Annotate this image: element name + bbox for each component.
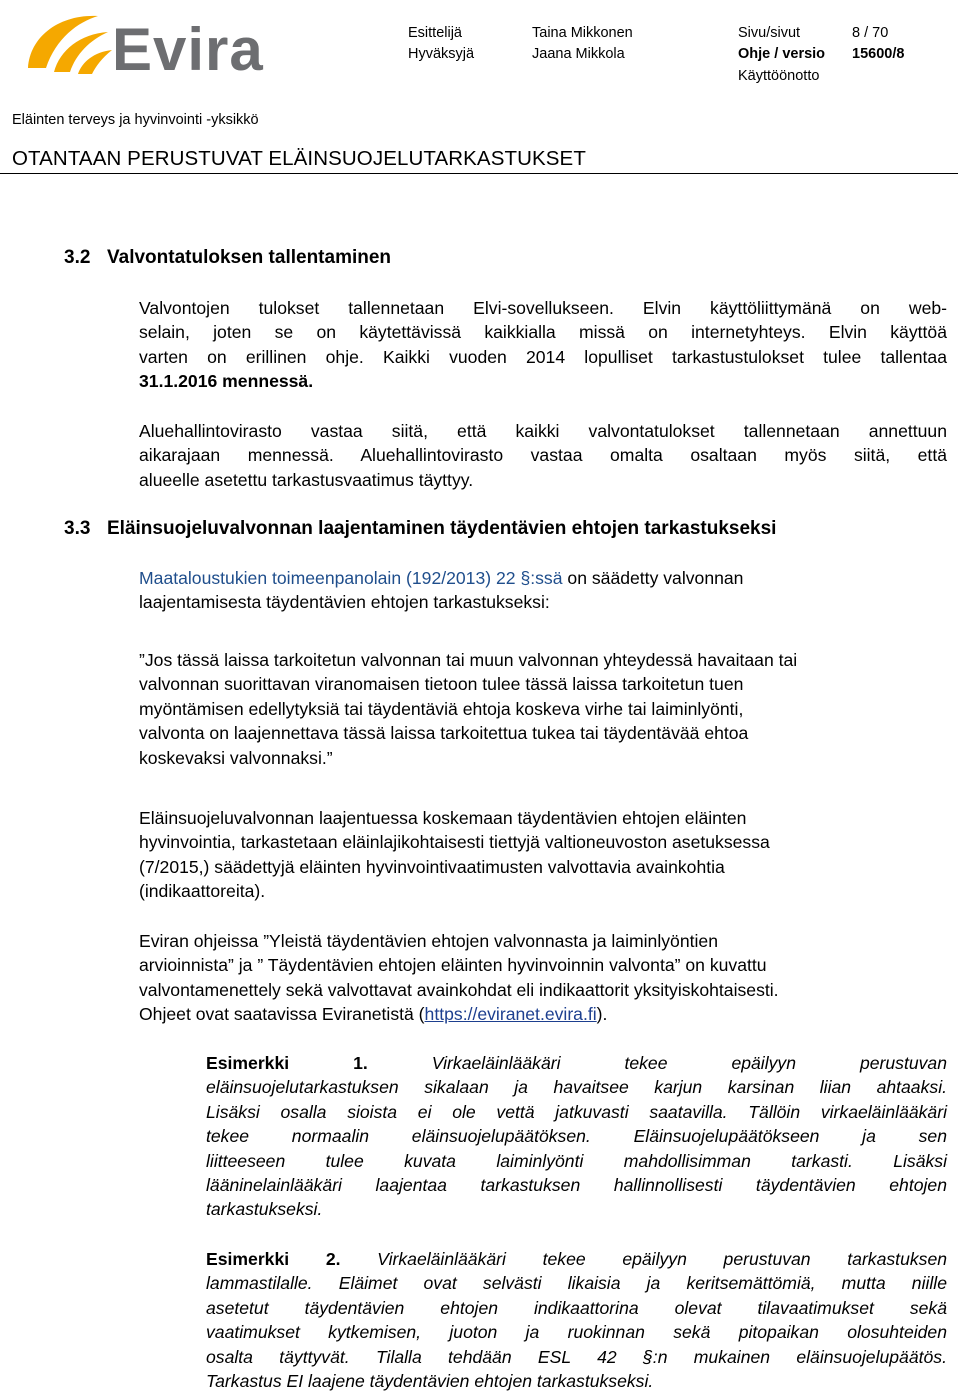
text-line: Ohjeet ovat saatavissa Eviranetistä ( bbox=[139, 1004, 425, 1025]
text-line: osalta täyttyvät. Tilalla tehdään ESL 42 §:n mukainen eläinsuojelupäätös. bbox=[206, 1346, 947, 1367]
section-3-3-paragraph-3 bbox=[139, 806, 947, 904]
approver-label: Hyväksyjä bbox=[408, 46, 475, 62]
text-line: Aluehallintovirasto vastaa siitä, että kaikki valvontatulokset tallennetaan annettuun bbox=[139, 421, 947, 441]
section-3-3-title: Eläinsuojeluvalvonnan laajentaminen täydentävien ehtojen tarkastukseksi bbox=[107, 518, 777, 539]
text-line: selain, joten se on käytettävissä kaikkialla missä on internetyhteys. Elvin käyttöä bbox=[139, 322, 947, 343]
example-1 bbox=[206, 1051, 947, 1222]
sun-icon bbox=[20, 6, 120, 84]
law-reference-paragraph bbox=[139, 566, 947, 615]
example-2-label: Esimerkki 2. bbox=[206, 1249, 341, 1269]
text-line: (indikaattoreita). bbox=[139, 881, 266, 902]
text-line: vaatimukset kytkemisen, juoton ja ruokinnan sekä pitopaikan olosuhteiden bbox=[206, 1322, 947, 1343]
presenter-label: Esittelijä bbox=[408, 25, 462, 41]
text-line: (7/2015,) säädettyjä eläinten hyvinvointivaatimusten valvottavia avainkohtia bbox=[139, 856, 725, 877]
law-quote bbox=[139, 648, 947, 770]
text-line: Virkaeläinlääkäri tekee epäilyyn perustuvan tarkastuksen bbox=[340, 1249, 948, 1269]
deadline-text: 31.1.2016 mennessä. bbox=[139, 371, 314, 392]
text-line: Lisäksi osalla sioista ei ole vettä jatkuvasti saatavilla. Tällöin virkaeläinlääkäri bbox=[206, 1101, 947, 1122]
header-divider bbox=[0, 173, 958, 174]
text-line: Tarkastus EI laajene täydentävien ehtojen tarkastukseksi. bbox=[206, 1371, 654, 1392]
version-value: 15600/8 bbox=[852, 46, 905, 62]
text-line: valvonnan suorittavan viranomaisen tietoon tulee tässä laissa tarkoitetun tuen bbox=[139, 674, 744, 695]
text-line: Virkaeläinlääkäri tekee epäilyyn perustuvan bbox=[367, 1053, 948, 1073]
example-1-label: Esimerkki 1. bbox=[206, 1053, 368, 1073]
section-3-2-paragraph-2 bbox=[139, 419, 947, 492]
text-line: arvioinnista” ja ” Täydentävien ehtojen eläinten hyvinvoinnin valvonta” on kuvattu bbox=[139, 955, 767, 976]
text-line: myöntämisen edellytyksiä tai täydentäviä ehtoja koskeva virhe tai laiminlyönti, bbox=[139, 698, 744, 719]
law-reference-rest: on säädetty valvonnan bbox=[562, 568, 744, 588]
section-3-2-title: Valvontatuloksen tallentaminen bbox=[107, 247, 392, 268]
logo-wordmark: Evira bbox=[112, 16, 264, 83]
text-line: eläinsuojelutarkastuksen sikalaan ja havaitsee karjun karsinan liian ahtaaksi. bbox=[206, 1077, 947, 1098]
section-3-2-number: 3.2 bbox=[64, 247, 91, 268]
text-line: valvontamenettely sekä valvottavat avainkohdat eli indikaattorit yksityiskohtaisesti. bbox=[139, 979, 779, 1000]
text-line: tekee normaalin eläinsuojelupäätöksen. Eläinsuojelupäätökseen ja sen bbox=[206, 1126, 947, 1147]
status-value: Käyttöönotto bbox=[738, 68, 820, 84]
text-line: alueelle asetettu tarkastusvaatimus täyttyy. bbox=[139, 469, 474, 490]
text-line: asetetut täydentävien ehtojen indikaattorina olevat tilavaatimukset sekä bbox=[206, 1297, 947, 1318]
text-line: aikarajaan mennessä. Aluehallintovirasto vastaa omalta osaltaan myös siitä, että bbox=[139, 445, 947, 466]
text-line: hyvinvointia, tarkastetaan eläinlajikohtaisesti tiettyjä valtioneuvoston asetuksessa bbox=[139, 832, 770, 853]
text-line: ”Jos tässä laissa tarkoitetun valvonnan tai muun valvonnan yhteydessä havaitaan tai bbox=[139, 650, 798, 670]
eviranet-link[interactable]: https://eviranet.evira.fi bbox=[424, 1004, 597, 1025]
text-line: koskevaksi valvonnaksi.” bbox=[139, 747, 333, 768]
text-line: Valvontojen tulokset tallennetaan Elvi-sovellukseen. Elvin käyttöliittymänä on web- bbox=[139, 298, 947, 318]
section-3-3-paragraph-4 bbox=[139, 929, 947, 1027]
text-line: varten on erillinen ohje. Kaikki vuoden 2014 lopulliset tarkastustulokset tulee tallentaa bbox=[139, 346, 947, 367]
text-line: Eläinsuojeluvalvonnan laajentuessa koskemaan täydentävien ehtojen eläinten bbox=[139, 808, 747, 828]
text-line: valvonta on laajennettava tässä laissa tarkoitettua tukea tai täydentävää ehtoa bbox=[139, 723, 749, 744]
text-line: ). bbox=[596, 1004, 608, 1025]
page-value: 8 / 70 bbox=[852, 25, 889, 41]
text-line: lammastilalle. Eläimet ovat selvästi likaisia ja keritsemättömiä, mutta niille bbox=[206, 1273, 947, 1294]
law-reference-link[interactable]: Maataloustukien toimeenpanolain (192/2013) 22 §:ssä bbox=[139, 568, 563, 588]
document-title: OTANTAAN PERUSTUVAT ELÄINSUOJELUTARKASTUKSET bbox=[12, 147, 586, 170]
section-3-3-number: 3.3 bbox=[64, 518, 91, 539]
text-line: liitteeseen tulee kuvata laiminlyönti mahdollisimman tarkasti. Lisäksi bbox=[206, 1150, 947, 1171]
text-line: laajentamisesta täydentävien ehtojen tarkastukseksi: bbox=[139, 592, 550, 613]
text-line: lääninelainlääkäri laajentaa tarkastuksen hallinnollisesti täydentävien ehtojen bbox=[206, 1175, 947, 1196]
example-2 bbox=[206, 1247, 947, 1393]
unit-name: Eläinten terveys ja hyvinvointi -yksikkö bbox=[12, 112, 259, 128]
version-label: Ohje / versio bbox=[738, 46, 826, 62]
section-3-2-paragraph-1 bbox=[139, 296, 947, 394]
presenter-value: Taina Mikkonen bbox=[532, 25, 633, 41]
page-label: Sivu/sivut bbox=[738, 25, 801, 41]
text-line: Eviran ohjeissa ”Yleistä täydentävien ehtojen valvonnasta ja laiminlyöntien bbox=[139, 931, 718, 951]
approver-value: Jaana Mikkola bbox=[532, 46, 625, 62]
text-line: tarkastukseksi. bbox=[206, 1199, 323, 1220]
